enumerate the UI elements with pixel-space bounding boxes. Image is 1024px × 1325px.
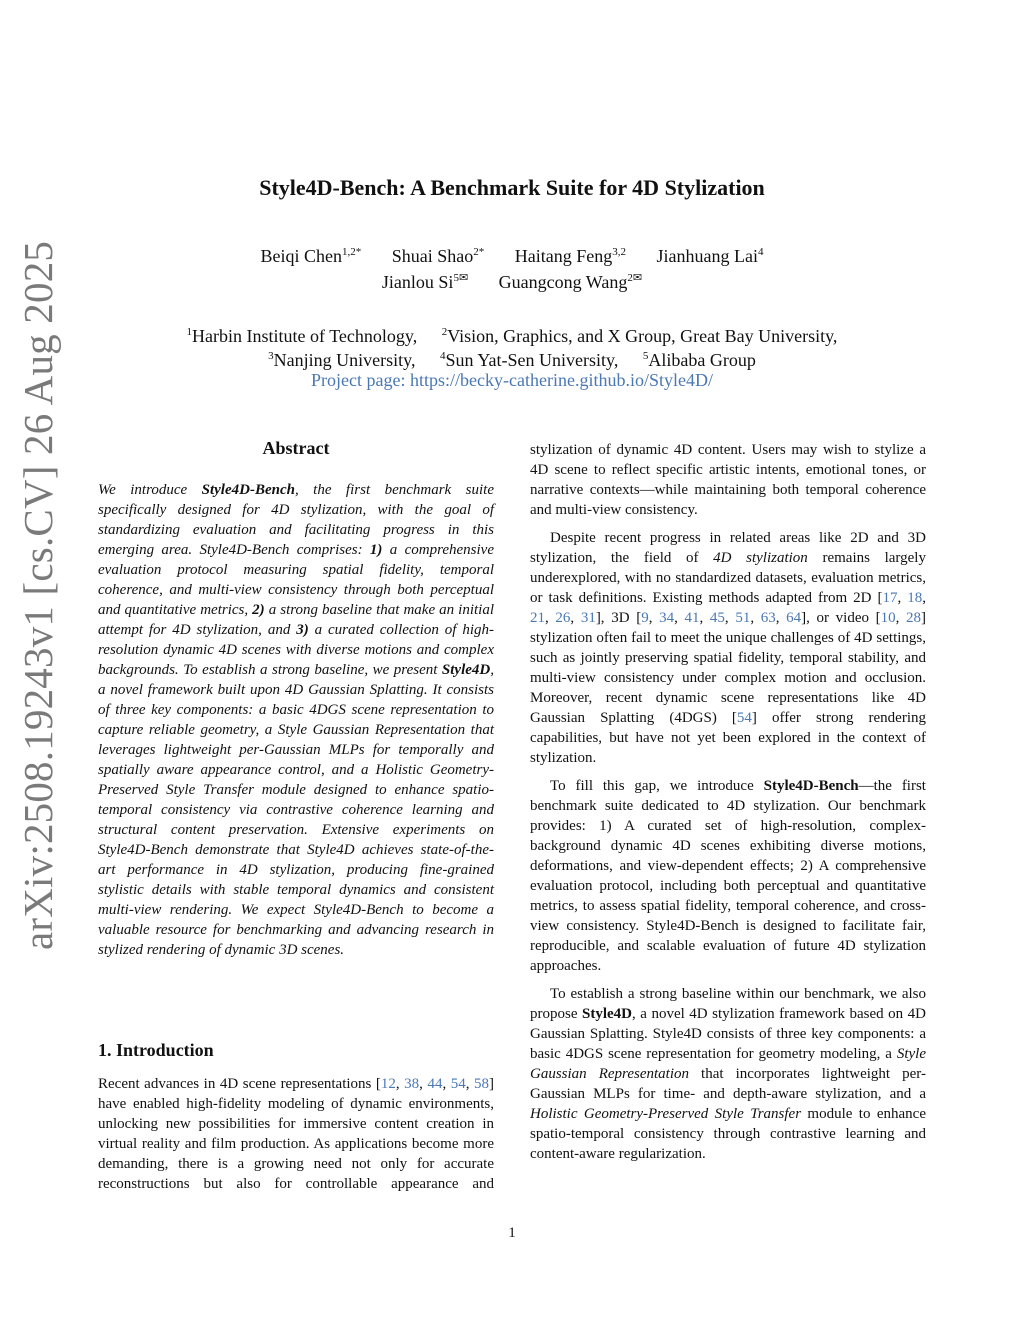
author: Shuai Shao$^{2*}$ [391,246,485,266]
author: Jianhuang Lai$^4$ [656,246,764,266]
arxiv-stamp: arXiv:2508.19243v1 [cs.CV] 26 Aug 2025 [15,240,61,950]
intro-heading: 1. Introduction [98,1040,214,1060]
citation-link[interactable]: 58 [474,1076,490,1092]
intro-paragraph-1: Recent advances in 4D scene representations [12, 38, 44, 54, 58] have enabled high-fidelity modeling of dynamic environments, unlocking new possibilities for immersive content creation in virtual reality and film production. As applications become more demanding, there is a growing need not only for accurate reconstructions but also for controllable appearance and [98,1076,494,1192]
authors-row-2 [0,266,1024,294]
citation-link[interactable]: 34 [659,610,675,626]
intro-paragraph-2: Despite recent progress in related areas like 2D and 3D stylization, the field of 4D stylization remains largely underexplored, with no standardized datasets, evaluation metrics, or task definitions. Existing methods adapted from 2D [17, 18, 21, 26, 31], 3D [9, 34, 41, 45, 51, 63, 64], or video [10, 28] stylization often fail to meet the unique challenges of 4D settings, such as jointly preserving spatial fidelity, temporal stability, and multi-view consistency under complex motion and occlusion. Moreover, recent dynamic scene representations like 4D Gaussian Splatting (4DGS) [54] offer strong rendering capabilities, but have not yet been explored in the context of stylization. [530,530,926,766]
citation-link[interactable]: 41 [684,610,700,626]
intro-paragraph-1-continued [530,440,926,520]
affiliation: $^1$Harbin Institute of Technology, [186,326,418,346]
intro-right-column [530,440,926,1220]
citation-link[interactable]: 17 [882,590,898,606]
abstract-paragraph: We introduce Style4D-Bench, the first benchmark suite specifically designed for 4D stylization, with the goal of standardizing evaluation and facilitating progress in this emerging area. Style4D-Bench comprises: 1) a comprehensive evaluation protocol measuring spatial fidelity, temporal coherence, and multi-view consistency through both perceptual and quantitative metrics, 2) a strong baseline that make an initial attempt for 4D stylization, and 3) a curated collection of high-resolution dynamic 4D scenes with diverse motions and complex backgrounds. To establish a strong baseline, we present Style4D, a novel framework built upon 4D Gaussian Splatting. It consists of three key components: a basic 4DGS scene representation to capture reliable geometry, a Style Gaussian Representation that leverages lightweight per-Gaussian MLPs for temporally and spatially aware appearance control, and a Holistic Geometry-Preserved Style Transfer module designed to enhance spatio-temporal consistency via contrastive coherence learning and structural content preservation. Extensive experiments on Style4D-Bench demonstrate that Style4D achieves state-of-the-art performance in 4D stylization, producing fine-grained stylistic details with stable temporal dynamics and consistent multi-view rendering. We expect Style4D-Bench to become a valuable resource for benchmarking and advancing research in stylized rendering of dynamic 3D scenes. [98,482,495,958]
intro-paragraph-1-copy: stylization of dynamic 4D content. Users may wish to stylize a 4D scene to reflect specific artistic intents, emotional tones, or narrative contexts—while maintaining both temporal coherence and multi-view consistency. [530,442,926,518]
page-number: 1 [508,1225,516,1241]
authors-row-1 [0,240,1024,268]
citation-link[interactable]: 12 [380,1076,396,1092]
intro-paragraph-3: To fill this gap, we introduce Style4D-Bench—the first benchmark suite dedicated to 4D stylization. Our benchmark provides: 1) A curated set of high-resolution, complex-background dynamic 4D scenes exhibiting diverse motions, deformations, and view-dependent effects; 2) A comprehensive evaluation protocol, including both perceptual and quantitative metrics, to assess spatial fidelity, temporal coherence, and cross-view consistency. Style4D-Bench is designed to facilitate fair, reproducible, and scalable evaluation of future 4D stylization approaches. [530,778,926,974]
citation-link[interactable]: 63 [760,610,776,626]
affiliation: $^2$Vision, Graphics, and X Group, Great Bay University, [441,326,838,346]
author: Haitang Feng$^{3,2}$ [514,246,626,266]
affiliation: $^4$Sun Yat-Sen University, [439,350,619,370]
paper-title: Style4D-Bench: A Benchmark Suite for 4D Stylization [259,175,765,200]
author: Jianlou $Si^{5✉}$ [381,272,469,292]
citation-link[interactable]: 64 [786,610,802,626]
citation-link[interactable]: 54 [450,1076,466,1092]
abstract-heading: Abstract [262,438,330,458]
citation-link[interactable]: 18 [907,590,923,606]
intro-paragraph-4: To establish a strong baseline within our benchmark, we also propose Style4D, a novel 4D stylization framework based on 4D Gaussian Splatting. Style4D consists of three key components: a basic 4DGS scene representation for geometry modeling, a Style Gaussian Representation that incorporates lightweight per-Gaussian MLPs for time- and depth-aware stylization, and a Holistic Geometry-Preserved Style Transfer module to enhance spatio-temporal consistency through contrastive learning and content-aware regularization. [530,986,926,1162]
citation-link[interactable]: 51 [735,610,751,626]
citation-link[interactable]: 10 [880,610,896,626]
author: Beiqi Chen$^{1,2*}$ [260,246,362,266]
project-page-link[interactable]: Project page: https://becky-catherine.github.io/Style4D/ [311,370,713,390]
citation-link[interactable]: 44 [427,1076,443,1092]
author: Guangcong Wang$^{2✉}$ [498,272,643,292]
citation-link[interactable]: 54 [736,710,752,726]
abstract-body [98,480,494,968]
intro-left-column [98,1074,494,1194]
affiliation: $^5$Alibaba Group [642,350,756,370]
affiliation: $^3$Nanjing University, [268,350,416,370]
citation-link[interactable]: 28 [906,610,922,626]
citation-link[interactable]: 45 [709,610,725,626]
citation-link[interactable]: 38 [404,1076,420,1092]
citation-link[interactable]: 9 [641,610,649,626]
citation-link[interactable]: 26 [555,610,571,626]
citation-link[interactable]: 31 [580,610,596,626]
citation-link[interactable]: 21 [530,610,545,626]
